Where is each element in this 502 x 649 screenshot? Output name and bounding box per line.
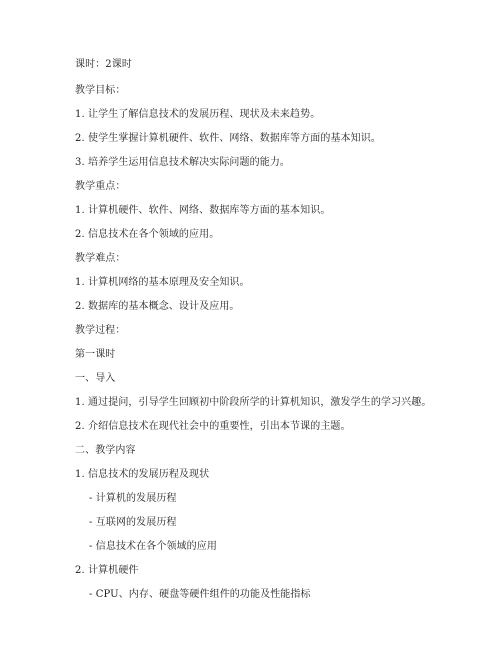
content-item-1: 1. 信息技术的发展历程及现状 — [75, 469, 210, 480]
section-heading-difficulties: 教学难点： — [75, 253, 126, 264]
key-point-item-1: 1. 计算机硬件、软件、网络、数据库等方面的基本知识。 — [75, 205, 331, 216]
content-subitem-4: - CPU、内存、硬盘等硬件组件的功能及性能指标 — [89, 589, 311, 600]
part-one-heading: 一、导入 — [75, 373, 116, 384]
difficulty-item-1: 1. 计算机网络的基本原理及安全知识。 — [75, 277, 250, 288]
intro-item-2: 2. 介绍信息技术在现代社会中的重要性，引出本节课的主题。 — [75, 421, 351, 432]
content-subitem-2: - 互联网的发展历程 — [89, 517, 177, 528]
section-heading-objectives: 教学目标： — [75, 85, 126, 96]
section-heading-key-points: 教学重点： — [75, 181, 126, 192]
content-item-2: 2. 计算机硬件 — [75, 565, 139, 576]
part-two-heading: 二、教学内容 — [75, 445, 136, 456]
objective-item-3: 3. 培养学生运用信息技术解决实际问题的能力。 — [75, 157, 291, 168]
intro-item-1: 1. 通过提问，引导学生回顾初中阶段所学的计算机知识，激发学生的学习兴趣。 — [75, 397, 432, 408]
objective-item-2: 2. 使学生掌握计算机硬件、软件、网络、数据库等方面的基本知识。 — [75, 133, 381, 144]
section-heading-process: 教学过程： — [75, 325, 126, 336]
lesson-duration: 课时：2课时 — [75, 59, 132, 70]
lesson-one-heading: 第一课时 — [75, 349, 116, 360]
content-subitem-1: - 计算机的发展历程 — [89, 493, 177, 504]
content-subitem-3: - 信息技术在各个领域的应用 — [89, 541, 217, 552]
objective-item-1: 1. 让学生了解信息技术的发展历程、现状及未来趋势。 — [75, 109, 321, 120]
key-point-item-2: 2. 信息技术在各个领域的应用。 — [75, 229, 220, 240]
difficulty-item-2: 2. 数据库的基本概念、设计及应用。 — [75, 301, 240, 312]
